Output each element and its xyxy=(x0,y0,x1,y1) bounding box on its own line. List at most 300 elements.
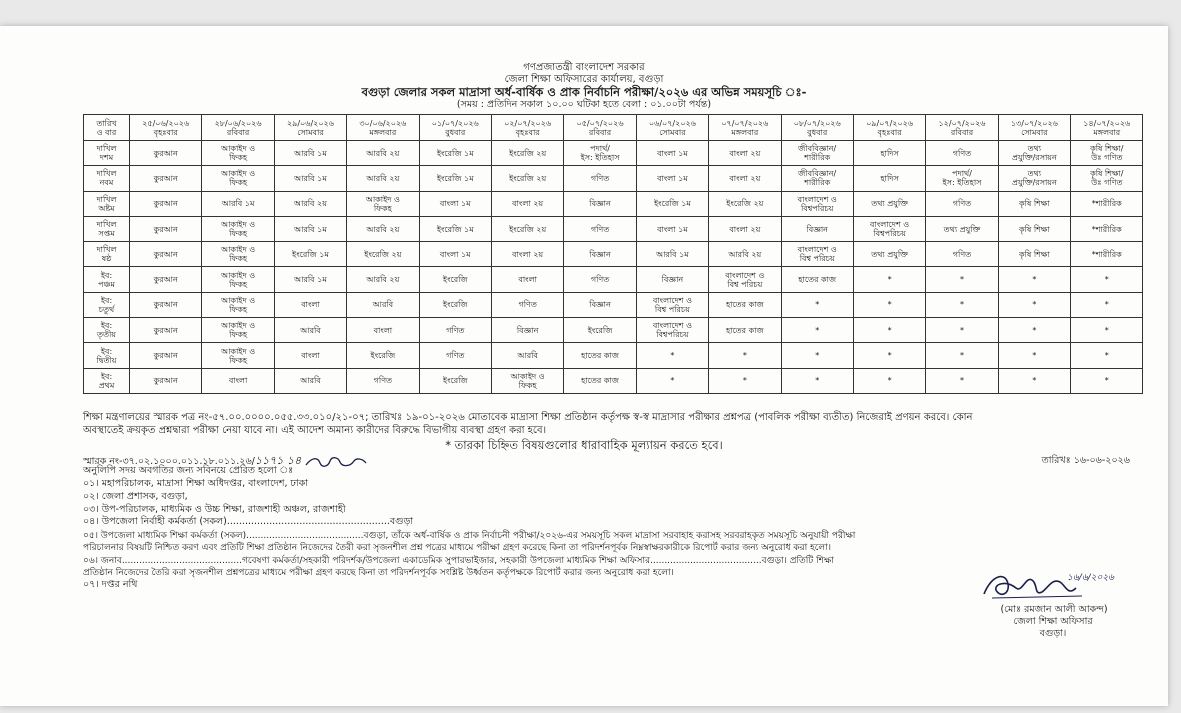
subject-name: কুরআন xyxy=(153,249,178,259)
header-date: ০৭/০৭/২০২৬ xyxy=(721,118,769,128)
subject-name: হাতের কাজ xyxy=(581,376,619,386)
subject-name: বাংলাদেশ ও বিশ্বপরিচয় xyxy=(870,220,910,239)
copy-item-2: ০২। জেলা প্রশাসক, বগুড়া, xyxy=(83,491,188,502)
subject-cell xyxy=(491,318,563,343)
subject-cell xyxy=(564,216,636,241)
subject-name: বাংলাদেশ ও বিশ্ব পরিচয় xyxy=(652,295,692,314)
subject-name: * xyxy=(742,376,747,386)
subject-cell xyxy=(202,166,274,191)
copy-item-6-cont: প্রতিষ্ঠান নিজেদের তৈরি করা সৃজনশীল প্রশ্নপত্রের মাধ্যমে পরীক্ষা গ্রহণ করছে কিনা তা পরিদর্শনপূর্বক সংশ্লিষ্ট উর্ধ্বতন কর্তৃপক্ষকে রিপোর্ট করার জন্য অনুরোধ করা হলো। xyxy=(83,568,674,578)
subject-cell xyxy=(130,318,202,343)
subject-cell xyxy=(1071,141,1143,166)
table-row xyxy=(84,242,1143,267)
subject-cell xyxy=(926,318,998,343)
class-label: ইব: xyxy=(100,321,113,331)
subject-cell xyxy=(130,267,202,292)
subject-cell xyxy=(491,141,563,166)
header-weekday: রবিবার xyxy=(226,127,250,137)
initial-scribble-icon xyxy=(304,455,368,469)
subject-name: *শারীরিক xyxy=(1091,199,1122,209)
subject-cell xyxy=(347,242,419,267)
class-label: দাখিল xyxy=(96,220,117,230)
subject-name: আকাইদ ও ফিকহ xyxy=(221,270,256,289)
subject-name: বাংলা xyxy=(301,351,320,361)
subject-name: গণিত xyxy=(446,351,465,361)
class-label: ইব: xyxy=(100,270,113,280)
copy-item-3: ০৩। উপ-পরিচালক, মাধ্যমিক ও উচ্চ শিক্ষা, রাজশাহী অঞ্চল, রাজশাহী xyxy=(83,504,346,515)
subject-cell xyxy=(926,216,998,241)
subject-name: কুরআন xyxy=(153,376,178,386)
class-label: পঞ্চম xyxy=(98,279,115,289)
subject-cell xyxy=(564,267,636,292)
subject-cell xyxy=(419,191,491,216)
copy-item-7: ০৭। দপ্তর নথি xyxy=(83,579,138,590)
subject-name: বাংলা ২য় xyxy=(512,199,544,209)
subject-cell xyxy=(274,242,346,267)
subject-cell xyxy=(491,343,563,368)
copy-item-5: ০৫। উপজেলা মাধ্যমিক শিক্ষা কর্মকর্তা (সকল).........................................বগুড়া, তাঁকে অর্ধ-বার্ষিক ও প্রাক নির্বাচনী পরীক্ষা/২০২৬-এর সময়সূচি সকল মাদ্রাসা সরবাহাহ করাসহ সরবরাহকৃত সময়সূচি অনুযায়ী পরীক্ষা xyxy=(83,531,856,541)
date-header-9 xyxy=(709,115,781,141)
subject-name: * xyxy=(959,300,964,310)
date-header-7 xyxy=(564,115,636,141)
header-date: ৩০/০৬/২০২৬ xyxy=(359,118,407,128)
subject-name: বাংলা ১ম xyxy=(439,199,471,209)
subject-cell xyxy=(926,292,998,317)
subject-cell xyxy=(564,318,636,343)
subject-name: গণিত xyxy=(590,173,610,183)
subject-name: আকাইদ ও ফিকহ xyxy=(221,169,256,188)
signature-date: ১৬/৬/২০২৬ xyxy=(1066,573,1114,583)
subject-cell xyxy=(781,368,853,393)
subject-cell xyxy=(491,216,563,241)
subject-cell xyxy=(130,242,202,267)
subject-cell xyxy=(781,166,853,191)
subject-cell xyxy=(564,368,636,393)
subject-name: ইংরেজি xyxy=(442,376,468,386)
subject-name: আকাইদ ও ফিকহ xyxy=(221,321,256,340)
subject-cell xyxy=(564,141,636,166)
class-label: ইব: xyxy=(100,295,113,305)
subject-cell xyxy=(853,166,925,191)
subject-cell xyxy=(419,141,491,166)
subject-name: জীববিজ্ঞান/ শারীরিক xyxy=(798,169,837,188)
copy-item-1: ০১। মহাপরিচালক, মাদ্রাসা শিক্ষা অধিদপ্তর, বাংলাদেশ, ঢাকা xyxy=(83,478,309,489)
subject-name: ইংরেজি ২য় xyxy=(509,224,547,234)
subject-cell xyxy=(781,292,853,317)
subject-cell xyxy=(636,242,708,267)
subject-name: * xyxy=(1104,275,1109,285)
class-label-cell xyxy=(84,191,130,216)
subject-cell xyxy=(130,216,202,241)
class-label: নবম xyxy=(99,178,114,188)
subject-cell xyxy=(998,318,1070,343)
subject-name: গণিত xyxy=(590,275,610,285)
header-date: ১৩/০৭/২০২৬ xyxy=(1010,118,1058,128)
subject-cell xyxy=(491,292,563,317)
table-row xyxy=(84,343,1143,368)
class-label: দাখিল xyxy=(96,194,117,204)
class-label: ইব: xyxy=(100,346,113,356)
subject-cell xyxy=(347,292,419,317)
subject-cell xyxy=(926,166,998,191)
subject-cell xyxy=(419,242,491,267)
subject-cell xyxy=(709,292,781,317)
subject-cell xyxy=(274,166,346,191)
header-date: ০৯/০৭/২০২৬ xyxy=(866,118,914,128)
subject-cell xyxy=(347,166,419,191)
subject-name: হাতের কাজ xyxy=(725,325,764,335)
subject-cell xyxy=(130,141,202,166)
subject-cell xyxy=(202,292,274,317)
date-header-5 xyxy=(419,115,491,141)
subject-name: আকাইদ ও ফিকহ xyxy=(221,295,256,314)
subject-name: ইংরেজি ২য় xyxy=(509,173,547,183)
class-label: ষষ্ঠ xyxy=(101,254,112,264)
subject-cell xyxy=(347,267,419,292)
table-row xyxy=(84,191,1143,216)
subject-name: আরবি xyxy=(372,300,394,310)
subject-name: কুরআন xyxy=(153,199,178,209)
subject-name: কৃষি শিক্ষা xyxy=(1019,224,1050,234)
subject-cell xyxy=(636,292,708,317)
subject-cell xyxy=(781,242,853,267)
date-header-10 xyxy=(781,115,853,141)
subject-name: ইংরেজি ১ম xyxy=(436,148,474,158)
subject-cell xyxy=(853,292,925,317)
table-row xyxy=(84,292,1143,317)
subject-cell xyxy=(564,166,636,191)
date-header-11 xyxy=(853,115,925,141)
memo-ref-number: স্মারক নং-৩৭.০২.১০০০.০১১.১৮.০১১.২৬/ xyxy=(83,456,255,467)
subject-name: তথ্য প্রযুক্তি xyxy=(871,199,908,209)
subject-name: আকাইদ ও ফিকহ xyxy=(221,346,256,365)
subject-cell xyxy=(130,343,202,368)
header-date: ১২/০৭/২০২৬ xyxy=(938,118,986,128)
subject-cell xyxy=(1071,343,1143,368)
subject-name: * xyxy=(670,351,675,361)
subject-cell xyxy=(709,368,781,393)
subject-name: আকাইদ ও ফিকহ xyxy=(221,144,256,163)
subject-name: হাদিস xyxy=(880,173,899,183)
subject-name: ইংরেজি xyxy=(442,275,468,285)
subject-cell xyxy=(636,191,708,216)
exam-time: (সময় : প্রতিদিন সকাল ১০.০০ ঘটিকা হতে বেলা : ০১.০০টা পর্যন্ত) xyxy=(456,99,712,110)
header-weekday: মঙ্গলবার xyxy=(369,127,397,137)
header-weekday: মঙ্গলবার xyxy=(731,127,759,137)
subject-name: ইংরেজি ১ম xyxy=(292,249,329,259)
subject-cell xyxy=(419,292,491,317)
subject-name: বাংলা ১ম xyxy=(657,224,688,234)
subject-name: আকাইদ ও ফিকহ xyxy=(365,194,400,213)
class-label: দশম xyxy=(99,153,114,163)
header-weekday: বুধবার xyxy=(445,127,466,137)
subject-cell xyxy=(564,191,636,216)
subject-name: গণিত xyxy=(952,199,972,209)
subject-name: বাংলা xyxy=(228,376,248,386)
subject-name: তথ্য প্রযুক্তি/রসায়ন xyxy=(1011,169,1057,188)
subject-cell xyxy=(347,141,419,166)
subject-cell xyxy=(709,267,781,292)
subject-cell xyxy=(926,267,998,292)
subject-cell xyxy=(419,318,491,343)
subject-cell xyxy=(1071,191,1143,216)
subject-name: * xyxy=(1032,325,1037,335)
subject-name: * xyxy=(1032,351,1037,361)
subject-name: * xyxy=(887,376,892,386)
copy-item-6: ০৬। জনাব..........................................গবেষণা কর্মকর্তা/সহকারী পরিদর্শক/উপজেলা একাডেমিক সুপারভাইজার, সহকারী উপজেলা মাধ্যমিক শিক্ষা অফিসার.......................................বগুড়া। প্রতিটি শিক্ষা xyxy=(83,556,834,566)
class-label: তৃতীয় xyxy=(96,330,116,340)
subject-name: * xyxy=(1104,325,1109,335)
subject-name: কুরআন xyxy=(153,173,178,183)
subject-name: বাংলা ১ম xyxy=(657,173,688,183)
subject-name: বাংলা xyxy=(373,325,393,335)
subject-name: গণিত xyxy=(590,224,610,234)
subject-name: ইংরেজি ২য় xyxy=(509,148,547,158)
subject-name: আরবি ২য় xyxy=(366,148,400,158)
subject-cell xyxy=(491,166,563,191)
memo-ref-handwritten: ১১৭১ ১৪ xyxy=(254,454,302,467)
subject-name: *শারীরিক xyxy=(1091,249,1122,259)
subject-name: আরবি ২য় xyxy=(366,173,400,183)
subject-name: আকাইদ ও ফিকহ xyxy=(510,371,545,390)
subject-name: কুরআন xyxy=(153,300,178,310)
subject-name: বিজ্ঞান xyxy=(589,249,611,259)
subject-name: * xyxy=(887,300,892,310)
notice-line-2: অবস্থাতেই ক্রয়কৃত প্রশ্নদ্বারা পরীক্ষা নেয়া যাবে না। এই আদেশ অমান্য কারীদের বিরুদ্ধে বিভাগীয় ব্যবস্থা গ্রহণ করা হবে। xyxy=(83,425,547,436)
subject-name: কৃষি শিক্ষা xyxy=(1019,199,1050,209)
subject-name: বিজ্ঞান xyxy=(516,325,539,335)
subject-cell xyxy=(781,267,853,292)
table-header-row xyxy=(84,115,1143,141)
subject-name: * xyxy=(815,325,820,335)
subject-name: পদার্থ/ ইস: ইতিহাস xyxy=(580,144,620,163)
subject-cell xyxy=(347,191,419,216)
subject-name: তথ্য প্রযুক্তি/রসায়ন xyxy=(1011,144,1057,163)
subject-name: * xyxy=(670,376,675,386)
document-title: বগুড়া জেলার সকল মাদ্রাসা অর্ধ-বার্ষিক ও প্রাক নির্বাচনি পরীক্ষা/২০২৬ এর অভিন্ন সময়সূচি ঃ- xyxy=(361,85,807,99)
corner-label-day: ও বার xyxy=(96,127,117,137)
subject-cell xyxy=(709,216,781,241)
subject-cell xyxy=(636,216,708,241)
subject-name: বাংলা ১ম xyxy=(439,249,471,259)
header-office: জেলা শিক্ষা অফিসারের কার্যালয়, বগুড়া xyxy=(504,74,664,85)
subject-cell xyxy=(1071,166,1143,191)
signatory-place: বগুড়া। xyxy=(1039,628,1067,639)
table-row xyxy=(84,318,1143,343)
subject-cell xyxy=(1071,368,1143,393)
subject-cell xyxy=(274,292,346,317)
subject-name: বাংলা ২য় xyxy=(512,249,544,259)
header-date: ১৪/০৭/২০২৬ xyxy=(1083,118,1131,128)
subject-cell xyxy=(1071,318,1143,343)
subject-name: আকাইদ ও ফিকহ xyxy=(221,220,256,239)
subject-cell xyxy=(202,318,274,343)
subject-cell xyxy=(1071,292,1143,317)
header-weekday: রবিবার xyxy=(588,127,612,137)
subject-cell xyxy=(202,141,274,166)
date-header-3 xyxy=(274,115,346,141)
document-page xyxy=(0,26,1168,706)
subject-cell xyxy=(781,191,853,216)
class-label-cell xyxy=(84,292,130,317)
subject-name: আরবি ১ম xyxy=(294,275,327,285)
subject-cell xyxy=(1071,267,1143,292)
class-label: অষ্টম xyxy=(98,203,115,213)
subject-cell xyxy=(419,368,491,393)
subject-cell xyxy=(274,141,346,166)
subject-cell xyxy=(853,318,925,343)
subject-name: হাতের কাজ xyxy=(798,275,837,285)
subject-cell xyxy=(853,191,925,216)
subject-cell xyxy=(853,267,925,292)
class-label: প্রথম xyxy=(98,380,115,390)
subject-name: * xyxy=(1104,351,1109,361)
subject-name: * xyxy=(959,376,964,386)
table-row xyxy=(84,141,1143,166)
subject-name: আরবি ১ম xyxy=(294,224,327,234)
subject-cell xyxy=(636,343,708,368)
subject-name: * xyxy=(742,351,747,361)
header-weekday: বুধবার xyxy=(807,127,828,137)
subject-name: * xyxy=(1104,300,1109,310)
subject-cell xyxy=(998,141,1070,166)
subject-name: জীববিজ্ঞান/ শারীরিক xyxy=(798,144,837,163)
subject-cell xyxy=(998,368,1070,393)
header-date: ০৮/০৭/২০২৬ xyxy=(793,118,841,128)
subject-name: বাংলাদেশ ও বিশ্বপরিচয় xyxy=(797,194,837,213)
subject-cell xyxy=(347,368,419,393)
subject-name: * xyxy=(959,351,964,361)
subject-name: বাংলা xyxy=(518,275,537,285)
subject-cell xyxy=(347,318,419,343)
subject-cell xyxy=(130,292,202,317)
subject-name: কুরআন xyxy=(153,275,178,285)
subject-cell xyxy=(709,242,781,267)
subject-name: বিজ্ঞান xyxy=(661,275,684,285)
subject-cell xyxy=(926,368,998,393)
subject-cell xyxy=(781,216,853,241)
subject-name: কৃষি শিক্ষা/ উঃ গণিত xyxy=(1090,144,1124,163)
table-row xyxy=(84,216,1143,241)
header-weekday: বৃহঃবার xyxy=(877,127,902,137)
subject-cell xyxy=(998,191,1070,216)
signatory-name: (মোঃ রমজান আলী আকন্দ) xyxy=(1000,604,1108,615)
subject-name: * xyxy=(1032,300,1037,310)
subject-name: বাংলা ২য় xyxy=(729,148,761,158)
header-government: গণপ্রজাতন্ত্রী বাংলাদেশ সরকার xyxy=(523,62,645,73)
subject-cell xyxy=(781,141,853,166)
date-header-8 xyxy=(636,115,708,141)
subject-name: ইংরেজি xyxy=(587,325,613,335)
subject-cell xyxy=(926,141,998,166)
class-label: দাখিল xyxy=(96,169,117,179)
header-date: ২৫/০৬/২০২৬ xyxy=(142,118,190,128)
subject-name: পদার্থ/ ইস: ইতিহাস xyxy=(942,169,982,188)
subject-name: ইংরেজি ১ম xyxy=(436,173,474,183)
subject-cell xyxy=(419,267,491,292)
subject-name: * xyxy=(959,325,964,335)
header-weekday: মঙ্গলবার xyxy=(1093,127,1121,137)
subject-cell xyxy=(202,267,274,292)
subject-cell xyxy=(491,267,563,292)
subject-cell xyxy=(564,242,636,267)
subject-name: গণিত xyxy=(952,148,972,158)
subject-cell xyxy=(419,343,491,368)
subject-cell xyxy=(636,368,708,393)
class-label-cell xyxy=(84,166,130,191)
subject-name: আকাইদ ও ফিকহ xyxy=(221,245,256,264)
class-label-cell xyxy=(84,368,130,393)
subject-cell xyxy=(709,343,781,368)
subject-name: * xyxy=(887,351,892,361)
subject-cell xyxy=(491,368,563,393)
memo-date: তারিখঃ ১৬-০৬-২০২৬ xyxy=(1041,455,1130,466)
header-date: ২৮/০৬/২০২৬ xyxy=(214,118,262,128)
corner-cell xyxy=(84,115,130,141)
subject-cell xyxy=(853,141,925,166)
subject-name: বিজ্ঞান xyxy=(589,199,611,209)
header-date: ০১/০৭/২০২৬ xyxy=(431,118,479,128)
subject-cell xyxy=(419,216,491,241)
subject-cell xyxy=(419,166,491,191)
date-header-4 xyxy=(347,115,419,141)
header-weekday: সোমবার xyxy=(1021,127,1048,137)
subject-name: হাতের কাজ xyxy=(581,351,619,361)
signatory-title: জেলা শিক্ষা অফিসার xyxy=(1013,616,1093,627)
subject-name: গণিত xyxy=(518,300,537,310)
subject-name: বাংলাদেশ ও বিশ্বপরিচয় xyxy=(652,321,692,340)
class-label-cell xyxy=(84,267,130,292)
subject-cell xyxy=(130,191,202,216)
subject-name: * xyxy=(959,275,964,285)
subject-name: * xyxy=(815,300,820,310)
subject-name: *শারীরিক xyxy=(1091,224,1122,234)
subject-cell xyxy=(491,242,563,267)
subject-cell xyxy=(274,368,346,393)
subject-name: আরবি ১ম xyxy=(294,173,327,183)
subject-cell xyxy=(274,267,346,292)
subject-cell xyxy=(998,292,1070,317)
subject-cell xyxy=(926,242,998,267)
subject-cell xyxy=(998,166,1070,191)
exam-schedule-table xyxy=(83,114,1143,394)
header-date: ০২/০৭/২০২৬ xyxy=(504,118,552,128)
subject-name: আরবি xyxy=(300,376,321,386)
subject-name: ইংরেজি ১ম xyxy=(436,224,474,234)
header-weekday: সোমবার xyxy=(297,127,324,137)
date-header-6 xyxy=(491,115,563,141)
subject-name: আরবি ১ম xyxy=(221,199,255,209)
subject-name: তথ্য প্রযুক্তি xyxy=(871,249,908,259)
subject-cell xyxy=(709,191,781,216)
table-row xyxy=(84,368,1143,393)
subject-name: হাতের কাজ xyxy=(725,300,764,310)
subject-cell xyxy=(998,267,1070,292)
table-row xyxy=(84,267,1143,292)
header-weekday: বৃহঃবার xyxy=(153,127,178,137)
copy-to-label: অনুলিপি সদয় অবগতির জন্য সবিনয়ে প্রেরিত হলো ঃ xyxy=(83,465,294,476)
subject-cell xyxy=(564,292,636,317)
subject-name: কৃষি শিক্ষা/ উঃ গণিত xyxy=(1090,169,1124,188)
class-label-cell xyxy=(84,141,130,166)
subject-name: ইংরেজি ২য় xyxy=(364,249,402,259)
subject-name: তথ্য প্রযুক্তি xyxy=(943,224,981,234)
subject-cell xyxy=(564,343,636,368)
subject-name: বিজ্ঞান xyxy=(806,224,828,234)
subject-cell xyxy=(926,343,998,368)
subject-name: বাংলা xyxy=(301,300,320,310)
subject-cell xyxy=(202,343,274,368)
